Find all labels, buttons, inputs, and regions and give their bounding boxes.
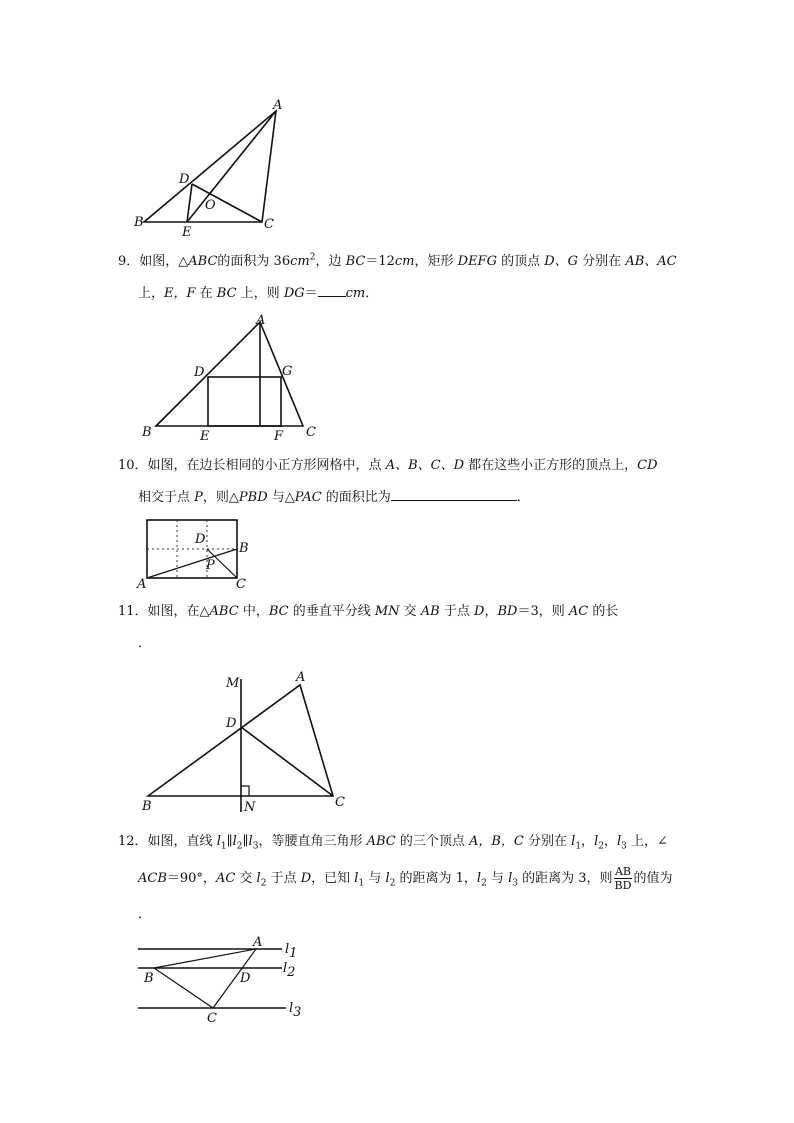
label-b: B bbox=[142, 799, 152, 814]
right-angle-mark bbox=[241, 786, 249, 796]
label-a: A bbox=[256, 313, 266, 328]
label-d: D bbox=[226, 716, 237, 731]
answer-blank-10[interactable] bbox=[391, 486, 517, 501]
question-9: 9．如图，△ABC的面积为 $36cm^2$，边 BC＝12cm，矩形 DEFG 的顶点 D、G 分别在 AB、AC 上，E，F 在 BC 上，则 DG＝ cm． bbox=[118, 253, 677, 302]
label-b: B bbox=[239, 541, 249, 556]
question-12: 12．如图，直线 $l_1\parallel l_2\parallel l_3$，等腰直角三角形 ABC 的三个顶点 A，B，C 分别在 $l_1$，$l_2$，$l_3$ 上，∠ ACB＝90°，AC 交 $l_2$ 于点 D，已知 $l_1$ 与 $l_2$ 的距离为 1，$l_2$ 与 $l_3$ 的距离为 3，则 $\frac{AB}{BD}$ 的值为 ． bbox=[118, 834, 673, 923]
figure-12-parallel-lines bbox=[132, 930, 317, 1025]
label-b: B bbox=[142, 425, 152, 440]
figure-8-triangle bbox=[130, 95, 300, 240]
label-d: D bbox=[179, 172, 190, 187]
figure-11-perpendicular-bisector bbox=[138, 665, 353, 815]
label-c: C bbox=[264, 217, 274, 232]
label-p: P bbox=[206, 558, 215, 573]
label-b: B bbox=[144, 971, 154, 986]
label-n: N bbox=[244, 800, 256, 815]
label-c: C bbox=[335, 795, 345, 810]
label-b: B bbox=[134, 215, 144, 230]
label-a: A bbox=[253, 935, 263, 950]
label-g: G bbox=[282, 364, 293, 379]
label-e: E bbox=[182, 225, 192, 240]
label-c: C bbox=[306, 425, 316, 440]
question-11: 11．如图，在△ABC 中，BC 的垂直平分线 MN 交 AB 于点 D，BD＝3，则 AC 的长 ． bbox=[118, 604, 619, 651]
label-d: D bbox=[195, 532, 206, 547]
figure-10-grid bbox=[136, 512, 256, 592]
label-a: A bbox=[137, 577, 147, 592]
label-a: A bbox=[273, 98, 283, 113]
label-l1: l1 bbox=[285, 942, 298, 961]
fraction-ab-bd: $\frac{AB}{BD}$ bbox=[614, 864, 632, 892]
label-c: C bbox=[236, 577, 246, 592]
label-d: D bbox=[194, 365, 205, 380]
label-a: A bbox=[296, 670, 306, 685]
label-l2: l2 bbox=[283, 961, 296, 980]
label-e: E bbox=[200, 429, 210, 444]
label-m: M bbox=[226, 676, 240, 691]
figure-9-rectangle-in-triangle bbox=[140, 312, 325, 444]
label-l3: l3 bbox=[289, 1001, 302, 1020]
question-10: 10．如图，在边长相同的小正方形网格中，点 A、B、C、D 都在这些小正方形的顶点上，CD 相交于点 P，则△PBD 与△PAC 的面积比为 ． bbox=[118, 458, 658, 505]
label-c: C bbox=[207, 1011, 217, 1026]
label-o: O bbox=[205, 198, 216, 213]
label-d: D bbox=[240, 971, 251, 986]
segment-dc bbox=[241, 727, 333, 796]
segment-ab bbox=[147, 549, 237, 578]
answer-blank-9[interactable] bbox=[318, 282, 346, 297]
label-f: F bbox=[274, 429, 284, 444]
rectangle-defg bbox=[208, 377, 281, 426]
